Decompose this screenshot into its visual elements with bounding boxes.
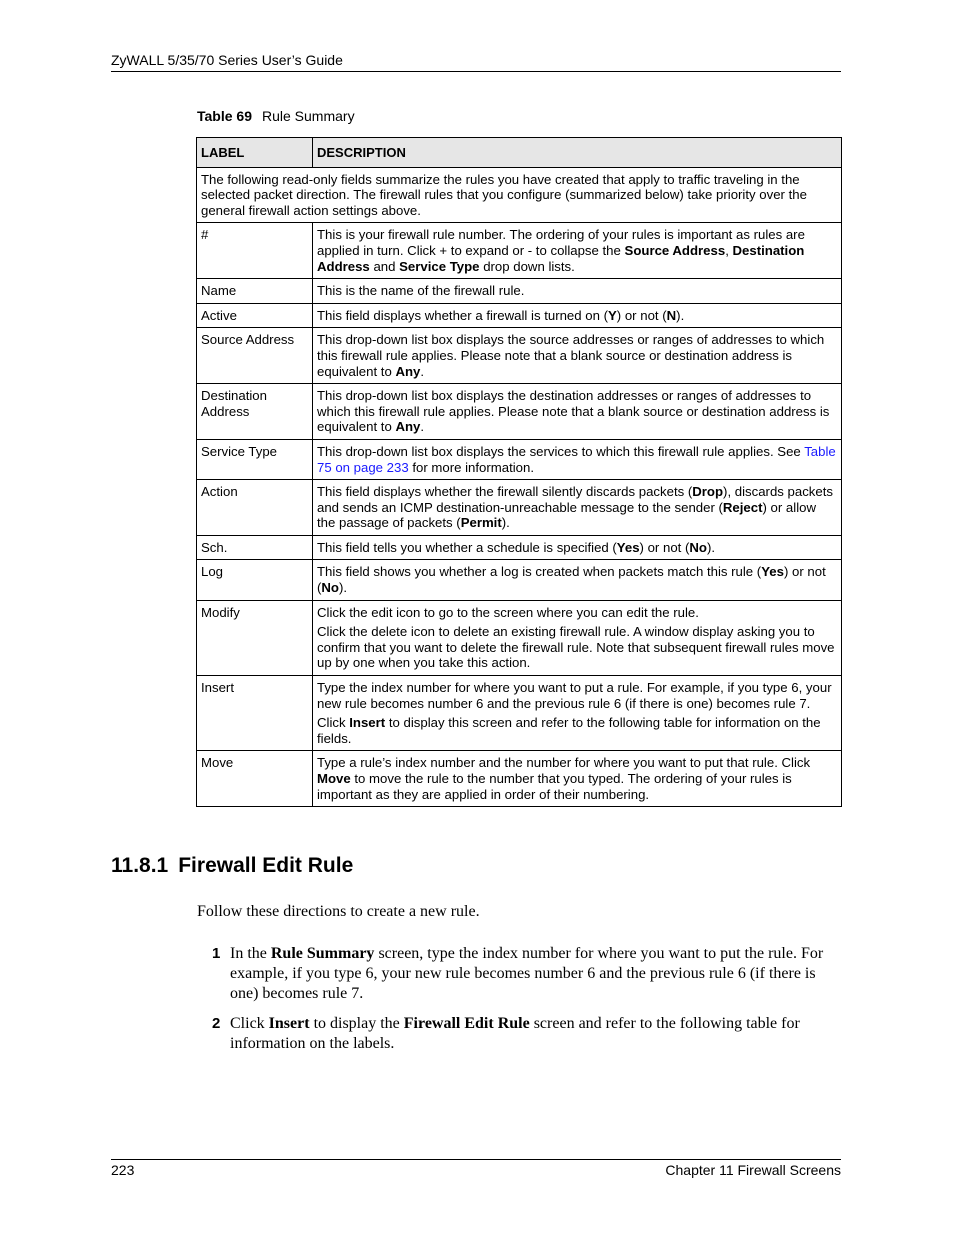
row-label: Service Type [197, 439, 313, 479]
text-run: In the [230, 945, 271, 962]
row-description [313, 223, 842, 279]
text-run: ). [706, 539, 716, 555]
text-run: ) or allow the passage of packets ( [317, 499, 816, 531]
description-paragraph [317, 680, 836, 711]
row-label: Active [197, 303, 313, 328]
text-run: ), discards packets and sends an ICMP destination-unreachable message to the sender ( [317, 484, 833, 515]
bold-term: Source Address [624, 242, 726, 258]
description-paragraph [317, 624, 836, 671]
table-row [197, 439, 842, 479]
row-description [313, 751, 842, 807]
table-row [197, 480, 842, 536]
row-description [313, 303, 842, 328]
text-run: to move the rule to the number that you typed. The ordering of your rules is important as they are applied in order of their numbering. [317, 771, 792, 802]
text-run: This drop-down list box displays the source addresses or ranges of addresses to which this firewall rule applies. Please note that a blank source or destination address is equivalent to [317, 332, 825, 379]
bold-term: Any [395, 419, 421, 435]
column-header-description: DESCRIPTION [313, 138, 842, 168]
table-intro-text: The following read-only fields summarize the rules you have created that apply to traffic traveling in the selected packet direction. The firewall rules that you configure (summarized below) take priority over the general firewall action settings above. [197, 167, 842, 223]
bold-term: Drop [692, 484, 724, 500]
text-run: Click the edit icon to go to the screen where you can edit the rule. [317, 604, 699, 620]
text-run: This is the name of the firewall rule. [317, 283, 525, 299]
row-description [313, 384, 842, 440]
text-run: ) or not ( [317, 564, 826, 596]
table-caption-title: Rule Summary [262, 108, 355, 124]
description-paragraph [317, 484, 836, 531]
description-paragraph [317, 540, 836, 556]
description-paragraph [317, 715, 836, 746]
text-run: ) or not ( [639, 539, 690, 555]
table-row [197, 751, 842, 807]
rule-summary-table [196, 137, 842, 807]
description-paragraph [317, 308, 836, 324]
cross-reference-link[interactable]: Table 75 on page 233 [317, 443, 836, 475]
text-run: This is your firewall rule number. The ordering of your rules is important as rules are applied in turn. Click + to expand or - to collapse the [317, 227, 805, 258]
table-caption [197, 108, 355, 124]
text-run: to display the [309, 1015, 404, 1032]
table-row [197, 676, 842, 751]
bold-term: Insert [268, 1015, 310, 1032]
footer-page-number: 223 [111, 1162, 135, 1178]
description-paragraph [317, 332, 836, 379]
description-paragraph [317, 605, 836, 621]
bold-term: N [666, 307, 677, 323]
row-label: Modify [197, 600, 313, 675]
column-header-label: LABEL [197, 138, 313, 168]
text-run: This field displays whether a firewall is turned on ( [317, 307, 608, 323]
text-run: drop down lists. [479, 258, 575, 274]
table-row [197, 600, 842, 675]
text-run: This drop-down list box displays the destination addresses or ranges of addresses to which this firewall rule applies. Please note that a blank source or destination address is equivalent to [317, 388, 830, 435]
text-run: ). [339, 580, 348, 596]
table-row [197, 328, 842, 384]
row-label: Destination Address [197, 384, 313, 440]
section-title: Firewall Edit Rule [178, 854, 354, 877]
description-paragraph [317, 388, 836, 435]
bold-term: Destination Address [317, 242, 805, 274]
text-run: Type the index number for where you want to put a rule. For example, if you type 6, your new rule becomes number 6 and the previous rule 6 (if there is one) becomes rule 7. [317, 680, 832, 711]
row-description [313, 560, 842, 600]
text-run: for more information. [408, 459, 534, 475]
page-header-title: ZyWALL 5/35/70 Series User’s Guide [111, 52, 343, 68]
row-label: Name [197, 279, 313, 304]
bold-term: Yes [761, 564, 784, 580]
table-row [197, 535, 842, 560]
text-run: This field shows you whether a log is created when packets match this rule ( [317, 564, 762, 580]
table-row [197, 560, 842, 600]
bold-term: No [321, 580, 339, 596]
row-description [313, 676, 842, 751]
row-description [313, 600, 842, 675]
section-intro: Follow these directions to create a new rule. [197, 903, 480, 920]
text-run: . [420, 363, 425, 379]
bold-term: Service Type [399, 258, 480, 274]
row-label: Source Address [197, 328, 313, 384]
description-paragraph [317, 227, 836, 274]
text-run: and [369, 258, 400, 274]
text-run: screen, type the index number for where you want to put the rule. For example, if you type 6, your new rule becomes number 6 and the previous rule 6 (if there is one) becomes rule 7. [230, 945, 824, 1002]
description-paragraph [317, 564, 836, 595]
text-run: Click [317, 715, 350, 731]
text-run: ). [501, 515, 510, 531]
row-label: Log [197, 560, 313, 600]
bold-term: Y [608, 307, 617, 323]
step-text [230, 944, 842, 1004]
text-run: This field tells you whether a schedule is specified ( [317, 539, 617, 555]
text-run: Click [230, 1015, 269, 1032]
step-item [212, 1014, 842, 1054]
step-text [230, 1014, 842, 1054]
text-run: , [725, 242, 733, 258]
footer-rule [111, 1159, 841, 1160]
bold-term: Yes [616, 539, 640, 555]
bold-term: Firewall Edit Rule [403, 1015, 530, 1032]
bold-term: Move [317, 771, 351, 786]
bold-term: Permit [460, 515, 502, 531]
text-run: This field displays whether the firewall silently discards packets ( [317, 484, 693, 500]
header-rule [111, 71, 841, 72]
row-description [313, 279, 842, 304]
section-heading [111, 854, 353, 878]
row-label: # [197, 223, 313, 279]
text-run: Type a rule’s index number and the number for where you want to put that rule. Click [317, 755, 811, 771]
text-run: ) or not ( [616, 307, 667, 323]
section-number: 11.8.1 [111, 854, 169, 877]
bold-term: No [689, 539, 707, 555]
row-description [313, 328, 842, 384]
row-label: Move [197, 751, 313, 807]
row-description [313, 480, 842, 536]
text-run: screen and refer to the following table for information on the labels. [230, 1015, 800, 1052]
table-row [197, 384, 842, 440]
description-paragraph [317, 755, 836, 802]
row-label: Sch. [197, 535, 313, 560]
text-run: This drop-down list box displays the services to which this firewall rule applies. See [317, 443, 805, 459]
description-paragraph [317, 444, 836, 475]
table-header-row [197, 138, 842, 168]
step-item [212, 944, 842, 1004]
table-caption-number: Table 69 [197, 108, 252, 124]
text-run: . [420, 419, 425, 435]
description-paragraph [317, 283, 836, 299]
row-label: Insert [197, 676, 313, 751]
row-description [313, 439, 842, 479]
bold-term: Insert [349, 715, 386, 731]
footer-chapter: Chapter 11 Firewall Screens [665, 1162, 841, 1178]
step-number: 1 [212, 945, 221, 962]
row-description [313, 535, 842, 560]
table-intro-row [197, 167, 842, 223]
table-row [197, 303, 842, 328]
bold-term: Reject [722, 499, 763, 515]
bold-term: Rule Summary [270, 945, 375, 962]
table-row [197, 279, 842, 304]
text-run: ). [676, 307, 685, 323]
row-label: Action [197, 480, 313, 536]
table-row [197, 223, 842, 279]
text-run: to display this screen and refer to the following table for information on the fields. [317, 715, 821, 746]
text-run: Click the delete icon to delete an existing firewall rule. A window display asking you to confirm that you want to delete the firewall rule. Note that subsequent firewall rules move up by one when you take this action. [317, 624, 835, 671]
bold-term: Any [395, 363, 421, 379]
step-number: 2 [212, 1015, 221, 1032]
